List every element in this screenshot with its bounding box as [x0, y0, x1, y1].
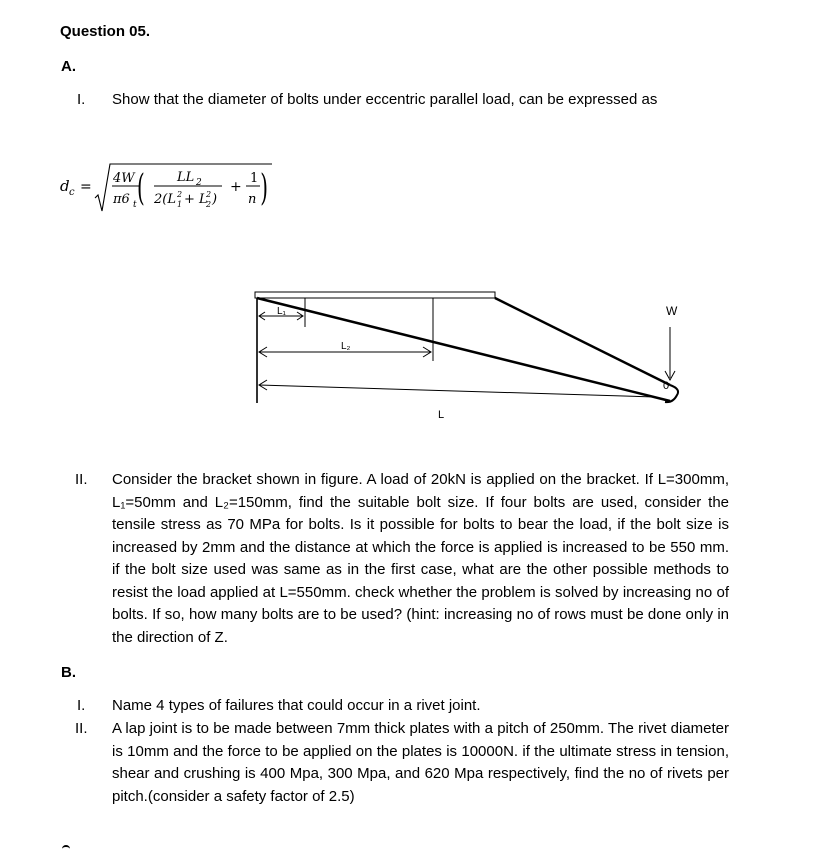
- right-paren: ): [260, 166, 268, 209]
- bracket-diagonal-lower: [257, 298, 670, 401]
- formula-den-coef: π6: [113, 192, 130, 207]
- bolt-diameter-formula: [60, 158, 290, 218]
- formula-lhs: d: [60, 177, 70, 195]
- section-b-label: B.: [61, 664, 76, 681]
- l1-label: L₁: [277, 306, 286, 317]
- formula-lhs-sub: c: [69, 187, 75, 198]
- formula-frac-den-c: ): [212, 192, 218, 207]
- bracket-diagonal-upper: [495, 298, 670, 385]
- item-b2-number: II.: [75, 720, 88, 737]
- l-dimension: [259, 385, 655, 397]
- svg-text:2: 2: [177, 190, 183, 199]
- svg-text:2: 2: [206, 200, 212, 209]
- wall-plate: [255, 292, 495, 298]
- item-b1-number: I.: [77, 697, 86, 714]
- formula-plus: +: [230, 179, 242, 195]
- question-title: Question 05.: [60, 23, 151, 40]
- formula-equals: =: [80, 179, 92, 195]
- cutoff-glyph: [62, 845, 70, 853]
- svg-text:0: 0: [663, 380, 670, 392]
- item-a2-text: Consider the bracket shown in figure. A load of 20kN is applied on the bracket. If L=300mm, L₁=50mm and L₂=150mm, find the suitable bolt size. If four bolts are used, consider the tensile stress as 70 MPa for bolts. Is it possible for bolts to bear the load, if the bolt size is increased by 2mm and the distance at which the force is applied is increased to be 550 mm. if the bolt size used was same as in the first case, what are the other possible methods to resist the load applied at L=550mm. check whether the problem is solved by increasing no of bolts. If so, how many bolts are to be used? (hint: increasing no of rows must be done only in the direction of Z.: [112, 471, 729, 646]
- svg-text:2: 2: [206, 190, 212, 199]
- item-a1-text: Show that the diameter of bolts under eccentric parallel load, can be expressed as: [112, 91, 658, 108]
- formula-frac-den-b: + L: [184, 192, 208, 207]
- item-a1-number: I.: [77, 91, 86, 108]
- formula-frac-num-sub: 2: [196, 178, 202, 188]
- formula-den-sub: t: [133, 200, 137, 210]
- item-a2-number: II.: [75, 471, 88, 488]
- formula-n: n: [248, 192, 257, 207]
- section-a-label: A.: [61, 58, 76, 75]
- formula-frac-num: LL: [177, 170, 195, 185]
- l-label: L: [438, 409, 445, 421]
- load-label: W: [666, 304, 678, 318]
- formula-frac-den-a: 2(L: [154, 192, 176, 207]
- bracket-diagram: [245, 285, 685, 435]
- formula-one: 1: [250, 171, 259, 186]
- item-b1-text: Name 4 types of failures that could occur in a rivet joint.: [112, 697, 481, 714]
- item-b2-text: A lap joint is to be made between 7mm thick plates with a pitch of 250mm. The rivet diameter is 10mm and the force to be applied on the plates is 10000N. if the ultimate stress in tension, shear and crushing is 400 Mpa, 300 Mpa, and 620 Mpa respectively, find the no of rivets per pitch.(consider a safety factor of 2.5): [112, 720, 729, 805]
- l2-label: L₂: [341, 341, 351, 352]
- left-paren: (: [137, 166, 145, 209]
- svg-text:1: 1: [177, 200, 183, 209]
- formula-num-coef: 4W: [113, 171, 135, 186]
